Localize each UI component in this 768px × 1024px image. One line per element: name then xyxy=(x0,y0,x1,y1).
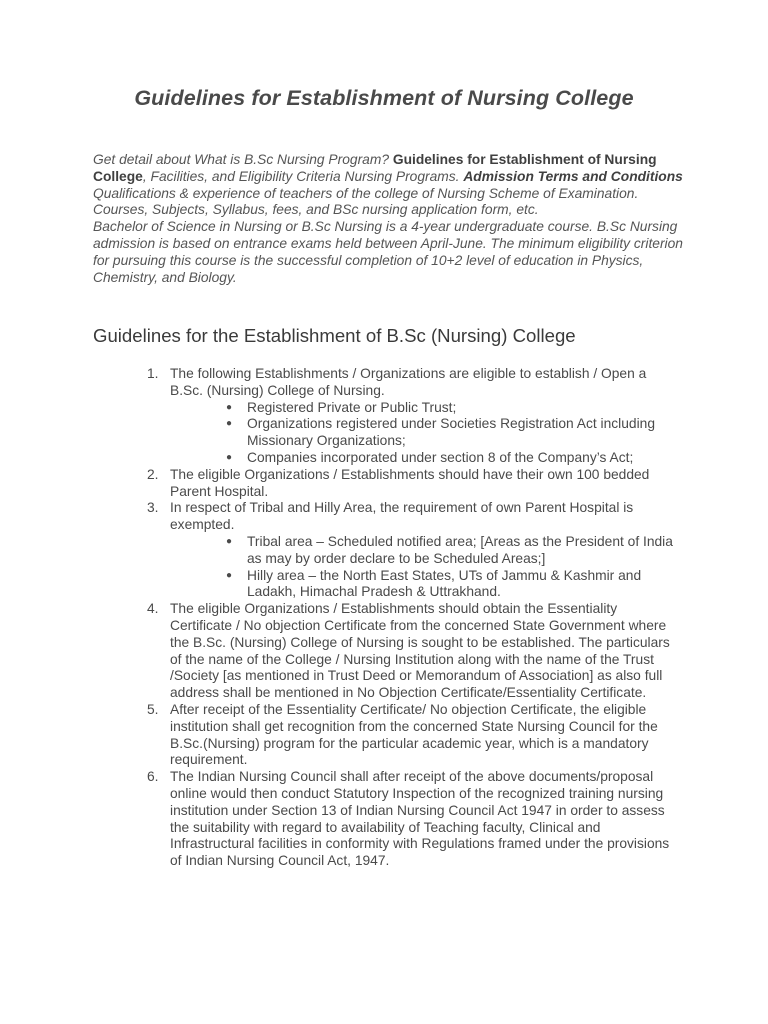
list-item xyxy=(0,366,676,400)
section-heading: Guidelines for the Establishment of B.Sc (Nursing) College xyxy=(93,325,576,346)
bullet-text: Organizations registered under Societies Registration Act including Missionary Organizations; xyxy=(247,416,655,449)
list-item-number: 1. xyxy=(147,366,159,381)
list-item-text: The eligible Organizations / Establishments should have their own 100 bedded Parent Hospital. xyxy=(170,466,650,499)
list-item-number: 3. xyxy=(147,500,159,516)
list-item xyxy=(0,769,676,870)
intro-emphasis: B.Sc Nursing admission is based on entrance exams xyxy=(93,219,678,251)
bullet-text: Registered Private or Public Trust; xyxy=(247,399,457,415)
intro-section xyxy=(93,152,683,286)
bullet-item xyxy=(0,450,673,467)
list-item-text: The eligible Organizations / Establishments should obtain the Essentiality Certificate / No objection Certificate from the concerned State Government where the B.Sc. (Nursing) College of Nursing is sought to be established. The particulars of the name of the College / Nursing Institution along with the name of the Trust /Society [as mentioned in Trust Deed or Memorandum of Association] as also full address shall be mentioned in No Objection Certificate/Essentiality Certificate. xyxy=(170,601,670,701)
list-item-number: 5. xyxy=(147,701,159,717)
bullet-text: Tribal area – Scheduled notified area; [Areas as the President of India as may by order declare to be Scheduled Areas;] xyxy=(247,533,673,566)
list-item-text: In respect of Tribal and Hilly Area, the requirement of own Parent Hospital is exempted. xyxy=(170,500,634,533)
bullet-dot-icon: ● xyxy=(226,401,233,413)
bullet-dot-icon: ● xyxy=(226,418,233,430)
list-item-number: 6. xyxy=(147,769,159,785)
bullet-item xyxy=(0,400,673,417)
list-item-number: 2. xyxy=(147,466,159,482)
intro-text: Bachelor of Science in Nursing or B.Sc Nursing is a 4-year undergraduate course. xyxy=(93,219,597,235)
intro-text: , Facilities, and Eligibility Criteria Nursing Programs. xyxy=(142,168,464,184)
intro-text: held between April-June. The minimum eligibility criterion for pursuing this course is the successful completion of 10+2 level of education in Physics, Chemistry, and Biology. xyxy=(93,235,683,285)
intro-text: Qualifications & experience of teachers of the college of Nursing Scheme of Examination. Courses, Subjects, Syllabus, fees, and BSc nursing application form, etc. xyxy=(93,185,639,218)
intro-paragraph-1 xyxy=(93,152,683,219)
bullet-dot-icon: ● xyxy=(226,569,233,581)
list-item xyxy=(0,702,676,769)
intro-bold-link: Guidelines for Establishment of Nursing College xyxy=(93,152,657,184)
list-item xyxy=(0,601,676,702)
list-item-text: The following Establishments / Organizations are eligible to establish / Open a B.Sc. (Nursing) College of Nursing. xyxy=(170,366,647,398)
list-item-text: The Indian Nursing Council shall after receipt of the above documents/proposal online would then conduct Statutory Inspection of the recognized training nursing institution under Section 13 of Indian Nursing Council Act 1947 in order to assess the suitability with regard to availability of Teaching faculty, Clinical and Infrastructural facilities in conformity with Regulations framed under the provisions of Indian Nursing Council Act, 1947. xyxy=(170,769,670,869)
bullet-dot-icon: ● xyxy=(226,451,233,463)
intro-text: Get detail about What is B.Sc Nursing Program? xyxy=(93,152,393,167)
bullet-item xyxy=(0,568,673,602)
bullet-item xyxy=(0,534,673,568)
page-title: Guidelines for Establishment of Nursing College xyxy=(134,86,634,110)
list-item xyxy=(0,467,676,501)
intro-paragraph-2 xyxy=(93,219,683,286)
guidelines-list xyxy=(0,366,768,870)
list-item-text: After receipt of the Essentiality Certificate/ No objection Certificate, the eligible institution shall get recognition from the concerned State Nursing Council for the B.Sc.(Nursing) program for the particular academic year, which is a mandatory requirement. xyxy=(170,701,658,768)
list-item-number: 4. xyxy=(147,601,159,617)
bullet-dot-icon: ● xyxy=(226,535,233,547)
bullet-text: Companies incorporated under section 8 of the Company’s Act; xyxy=(247,449,634,465)
intro-bold-text: Admission Terms and Conditions xyxy=(463,168,683,184)
bullet-item xyxy=(0,416,673,450)
list-item xyxy=(0,500,676,534)
bullet-text: Hilly area – the North East States, UTs of Jammu & Kashmir and Ladakh, Himachal Pradesh & Uttrakhand. xyxy=(247,567,642,600)
